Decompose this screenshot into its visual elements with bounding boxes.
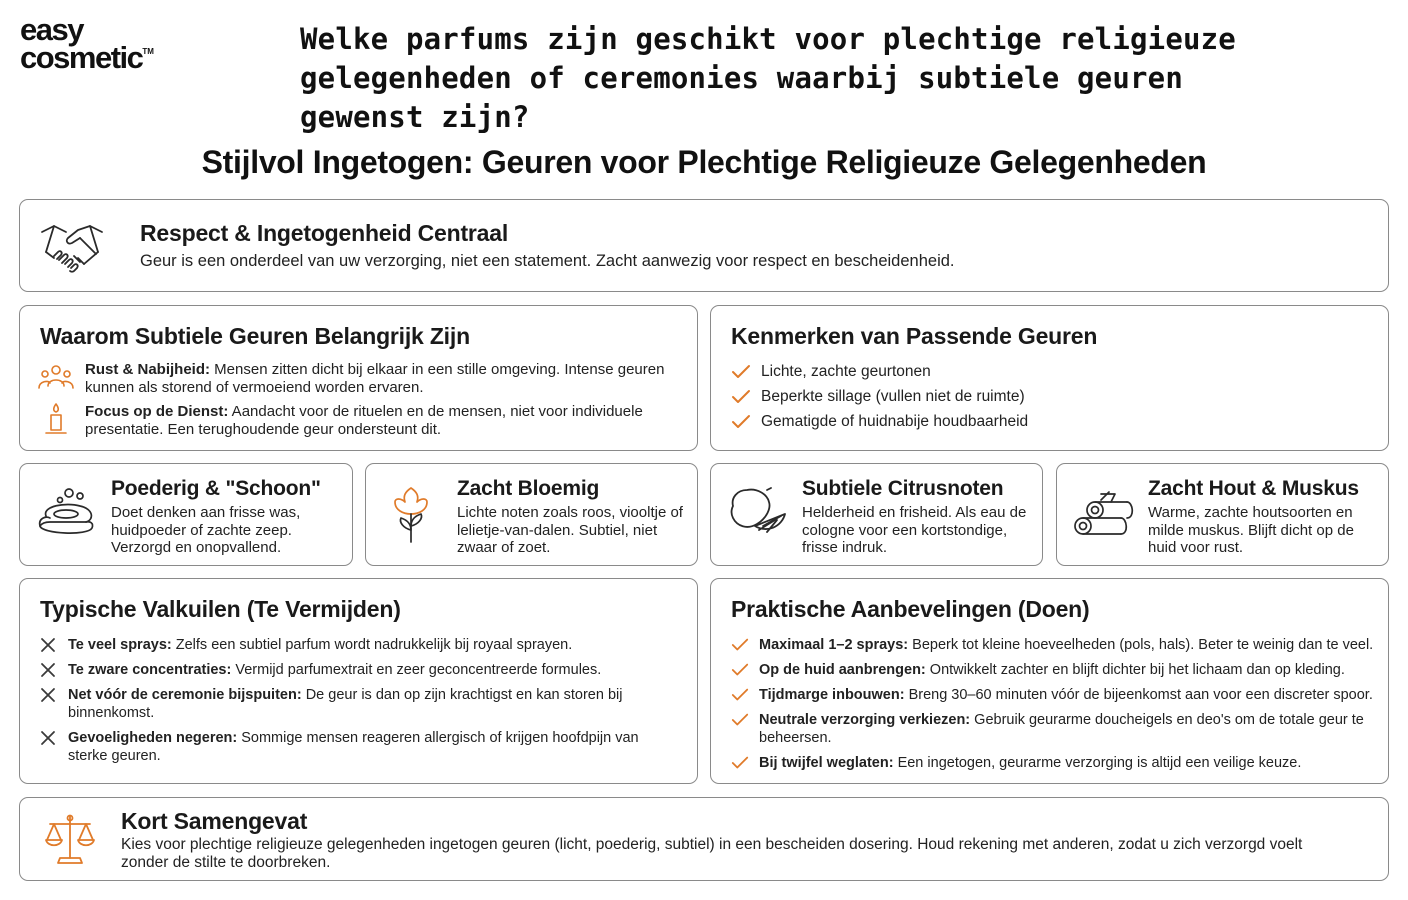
check-icon <box>731 414 751 435</box>
recommendation-text: Beperk tot kleine hoeveelheden (pols, hals). Beter te weinig dan te veel. <box>908 637 1374 653</box>
wood-logs-icon <box>1071 490 1137 540</box>
why-item-1 <box>85 361 675 397</box>
scales-icon <box>44 812 96 866</box>
pitfall-text: De geur is dan op zijn krachtigst en kan storen bij binnenkomst. <box>68 687 623 721</box>
feature-item-text: Gematigde of huidnabije houdbaarheid <box>761 413 1029 430</box>
brand-tm: TM <box>142 46 154 56</box>
why-item-1-text: Mensen zitten dicht bij elkaar in een stille omgeving. Intense geuren kunnen als storend of vermoeiend worden ervaren. <box>85 361 665 396</box>
brand-logo <box>20 12 154 75</box>
why-item-2 <box>85 403 675 439</box>
type-card-citrus <box>710 463 1043 566</box>
pitfall-text: Zelfs een subtiel parfum wordt nadrukkelijk bij royaal sprayen. <box>171 637 573 653</box>
recommendation-text: Gebruik geurarme doucheigels en deo's om de totale geur te beheersen. <box>759 712 1364 746</box>
type-text-powdery: Doet denken aan frisse was, huidpoeder of zachte zeep. Verzorgd en onopvallend. <box>111 504 301 556</box>
candle-icon <box>44 402 68 436</box>
why-title: Waarom Subtiele Geuren Belangrijk Zijn <box>40 323 470 349</box>
summary-card <box>19 797 1389 881</box>
recommendation-bold: Op de huid aanbrengen: <box>759 662 926 678</box>
respect-card <box>19 199 1389 292</box>
pitfall-text: Vermijd parfumextrait en zeer geconcentreerde formules. <box>231 662 602 678</box>
check-icon <box>731 364 751 385</box>
type-title-citrus: Subtiele Citrusnoten <box>802 477 1004 500</box>
pitfall-item <box>40 729 680 765</box>
type-text-citrus: Helderheid en frisheid. Als eau de cologne voor een kortstondige, frisse indruk. <box>802 504 1027 556</box>
handshake-icon <box>40 218 104 276</box>
soap-icon <box>36 486 98 542</box>
recommendation-text: Een ingetogen, geurarme verzorging is altijd een veilige keuze. <box>893 755 1302 771</box>
main-title: Stijlvol Ingetogen: Geuren voor Plechtige Religieuze Gelegenheden <box>201 144 1207 180</box>
pitfall-item <box>40 661 680 679</box>
features-card <box>710 305 1389 451</box>
pitfalls-title: Typische Valkuilen (Te Vermijden) <box>40 596 401 622</box>
features-title: Kenmerken van Passende Geuren <box>731 323 1098 349</box>
feature-item <box>731 388 1371 406</box>
type-title-wood: Zacht Hout & Muskus <box>1148 477 1359 500</box>
pitfall-text: Sommige mensen reageren allergisch of krijgen hoofdpijn van sterke geuren. <box>68 730 639 764</box>
check-icon <box>731 389 751 410</box>
recommendation-bold: Bij twijfel weglaten: <box>759 755 894 771</box>
question-heading: Welke parfums zijn geschikt voor plechtige religieuze gelegenheden of ceremonies waarbij subtiele geuren gewenst zijn? <box>300 22 1236 134</box>
recommendation-item <box>731 661 1381 679</box>
cross-icon <box>40 687 56 708</box>
feature-item-text: Lichte, zachte geurtonen <box>761 363 931 380</box>
check-icon <box>731 662 749 683</box>
recommendation-bold: Maximaal 1–2 sprays: <box>759 637 909 653</box>
type-card-wood <box>1056 463 1389 566</box>
pitfalls-card <box>19 578 698 784</box>
why-card <box>19 305 698 451</box>
pitfall-bold: Te veel sprays: <box>68 637 172 653</box>
cross-icon <box>40 637 56 658</box>
why-item-1-bold: Rust & Nabijheid: <box>85 361 211 378</box>
recommendation-item <box>731 754 1381 772</box>
feature-item-text: Beperkte sillage (vullen niet de ruimte) <box>761 388 1025 405</box>
type-card-powdery <box>19 463 353 566</box>
brand-line-2: cosmetic <box>20 39 143 75</box>
recommendation-item <box>731 636 1381 654</box>
type-text-wood: Warme, zachte houtsoorten en milde muskus. Blijft dicht op de huid voor rust. <box>1148 504 1354 556</box>
recommendations-card <box>710 578 1389 784</box>
people-icon <box>38 364 74 392</box>
pitfall-item <box>40 636 680 654</box>
summary-text: Kies voor plechtige religieuze gelegenheden ingetogen geuren (licht, poederig, subtiel) in een bescheiden dosering. Houd rekening met anderen, zodat u zich verzorgd voelt zonder de stilte te doorbreken. <box>121 836 1303 871</box>
respect-text: Geur is een onderdeel van uw verzorging, niet een statement. Zacht aanwezig voor respect en bescheidenheid. <box>140 252 955 270</box>
brand-line-1: easy <box>20 12 83 47</box>
recommendation-bold: Neutrale verzorging verkiezen: <box>759 712 971 728</box>
pitfall-bold: Net vóór de ceremonie bijspuiten: <box>68 687 302 703</box>
type-title-powdery: Poederig & "Schoon" <box>111 477 321 500</box>
check-icon <box>731 712 749 733</box>
recommendation-text: Breng 30–60 minuten vóór de bijeenkomst aan voor een discreter spoor. <box>904 687 1373 703</box>
check-icon <box>731 687 749 708</box>
summary-title: Kort Samengevat <box>121 808 308 834</box>
recommendation-text: Ontwikkelt zachter en blijft dichter bij het lichaam dan op kleding. <box>925 662 1345 678</box>
respect-title: Respect & Ingetogenheid Centraal <box>140 220 509 246</box>
pitfall-bold: Gevoeligheden negeren: <box>68 730 238 746</box>
recommendations-title: Praktische Aanbevelingen (Doen) <box>731 596 1090 622</box>
type-card-floral <box>365 463 698 566</box>
cross-icon <box>40 662 56 683</box>
type-title-floral: Zacht Bloemig <box>457 477 600 500</box>
recommendation-item <box>731 711 1381 747</box>
feature-item <box>731 363 1371 381</box>
check-icon <box>731 755 749 776</box>
recommendation-bold: Tijdmarge inbouwen: <box>759 687 905 703</box>
flower-icon <box>391 484 431 544</box>
cross-icon <box>40 730 56 751</box>
why-item-2-bold: Focus op de Dienst: <box>85 403 229 420</box>
why-item-2-text: Aandacht voor de rituelen en de mensen, niet voor individuele presentatie. Een terughoudende geur ondersteunt dit. <box>85 403 643 438</box>
recommendation-item <box>731 686 1381 704</box>
check-icon <box>731 637 749 658</box>
pitfall-item <box>40 686 680 722</box>
lemon-icon <box>727 486 789 542</box>
pitfall-bold: Te zware concentraties: <box>68 662 232 678</box>
type-text-floral: Lichte noten zoals roos, viooltje of lelietje-van-dalen. Subtiel, niet zwaar of zoet. <box>457 504 683 556</box>
feature-item <box>731 413 1371 431</box>
